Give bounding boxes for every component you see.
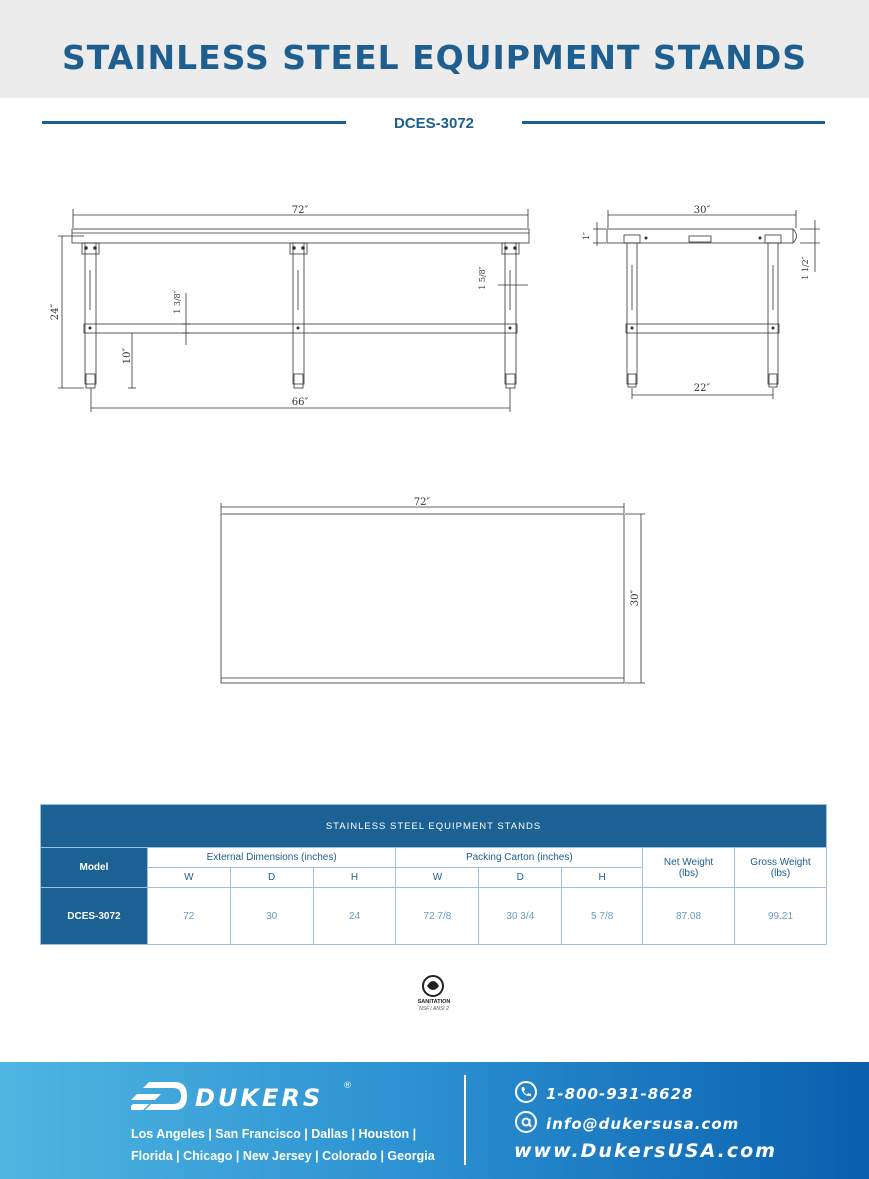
phone-number[interactable]: 1-800-931-8628 [546,1085,694,1103]
dim-top-depth: 30″ [630,589,641,607]
side-view [593,210,820,399]
dim-side-depth: 30″ [693,205,711,216]
dim-top-gap: 1 5/8″ [478,266,487,290]
email-icon [514,1110,538,1134]
table-title: STAINLESS STEEL EQUIPMENT STANDS [41,805,827,848]
gross-weight-header: Gross Weight (lbs) [735,848,827,888]
sub-pack-d: D [479,868,562,888]
row-pack-h: 5 7/8 [562,888,643,945]
cert-line2: NSF / ANSI 2 [419,1006,449,1012]
sub-ext-h: H [313,868,396,888]
sub-ext-d: D [230,868,313,888]
model-header: Model [41,848,148,888]
dim-front-leg-span: 66″ [291,397,309,408]
sub-ext-w: W [147,868,230,888]
cities-line-2: Florida | Chicago | New Jersey | Colorado | Georgia [131,1149,435,1163]
model-label: DCES-3072 [393,115,475,132]
dim-front-height: 24″ [50,303,61,321]
row-pack-d: 30 3/4 [479,888,562,945]
sub-pack-w: W [396,868,479,888]
dim-side-backsplash: 1 1/2″ [801,256,810,280]
row-net-weight: 87.08 [643,888,735,945]
phone-icon [514,1080,538,1104]
row-pack-w: 72 7/8 [396,888,479,945]
dim-front-width: 72″ [291,205,309,216]
footer-divider [464,1075,466,1165]
row-model: DCES-3072 [41,888,148,945]
net-weight-header: Net Weight (lbs) [643,848,735,888]
cities-line-1: Los Angeles | San Francisco | Dallas | Houston | [131,1127,417,1141]
table-row [41,888,827,945]
top-view [221,503,645,683]
dim-side-leg-span: 22″ [693,383,711,394]
dim-shelf-height: 10″ [122,347,133,365]
row-ext-h: 24 [313,888,396,945]
dukers-logo-mark-icon [131,1082,187,1110]
page-title: STAINLESS STEEL EQUIPMENT STANDS [61,38,808,77]
website-link[interactable]: www.DukersUSA.com [514,1140,777,1162]
dim-side-top-edge: 1″ [582,231,591,241]
dim-shelf-thickness: 1 3/8″ [173,290,182,314]
ext-dimensions-header: External Dimensions (inches) [147,848,396,868]
brand-registered: ® [343,1081,352,1091]
csa-sanitation-icon [413,972,455,1012]
packing-carton-header: Packing Carton (inches) [396,848,643,868]
row-gross-weight: 99.21 [735,888,827,945]
email-address[interactable]: info@dukersusa.com [546,1115,740,1133]
row-ext-d: 30 [230,888,313,945]
front-view [58,209,529,412]
spec-table [40,804,827,945]
dukers-logo [131,1074,361,1120]
sub-pack-h: H [562,868,643,888]
dim-top-width: 72″ [413,497,431,508]
cert-line1: SANITATION [417,999,451,1005]
row-ext-w: 72 [147,888,230,945]
brand-name: DUKERS [195,1084,324,1112]
